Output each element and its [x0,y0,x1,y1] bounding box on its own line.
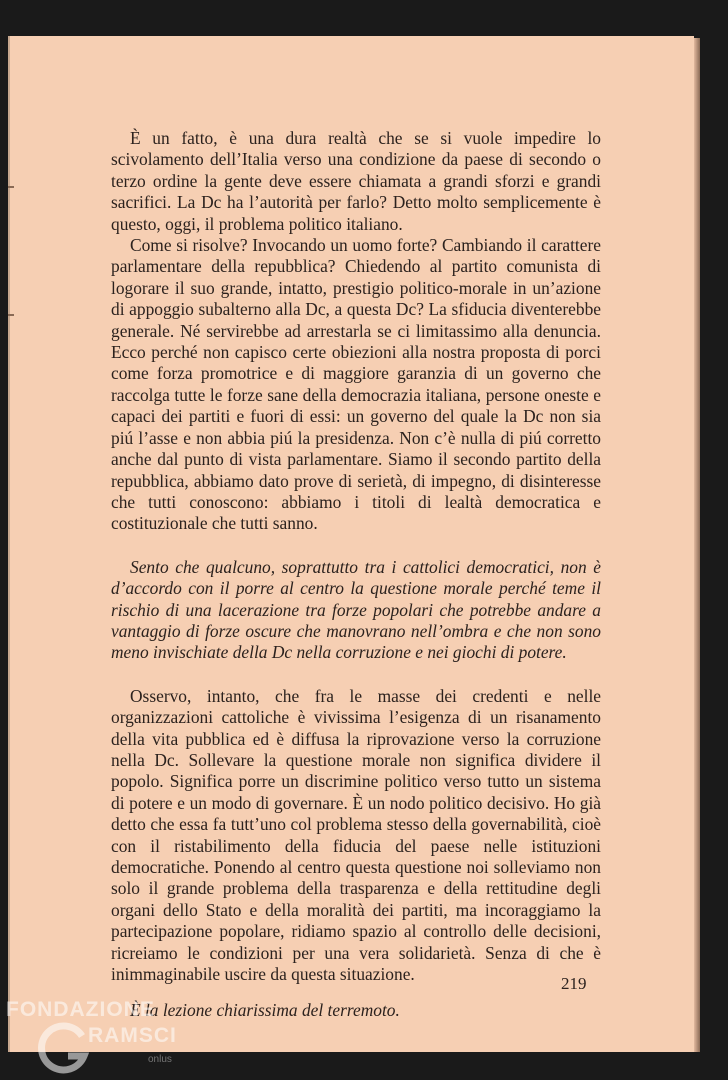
gramsci-g-icon [34,1018,94,1078]
paragraph: Come si risolve? Invocando un uomo forte? Cambiando il carattere parlamentare della repubblica? Chiedendo al partito comunista di logorare il suo grande, intatto, prestigio politico-morale in un’azione di appoggio subalterno alla Dc, a questa Dc? La sfiducia diventerebbe generale. Né servirebbe ad arrestarla se ci limitassimo alla denuncia. Ecco perché non capisco certe obiezioni alla nostra proposta di porci come forza promotrice e di maggiore garanzia di un governo che raccolga tutte le forze sane della democrazia italiana, persone oneste e capaci dei partiti e fuori di essi: un governo del quale la Dc non sia piú l’asse e non abbia piú la presidenza. Non c’è nulla di piú corretto anche dal punto di vista parlamentare. Siamo il secondo partito della repubblica, abbiamo dato prove di serietà, di impegno, di disinteresse che tutti conoscono: abbiamo i titoli di lealtà democratica e costituzionale che tutti sanno. [111,235,601,534]
italic-paragraph: Sento che qualcuno, soprattutto tra i cattolici democratici, non è d’accordo con il porre al centro la questione morale perché teme il rischio di una lacerazione tra forze popolari che potrebbe andare a vantaggio di forze oscure che manovrano nell’ombra e che non sono meno invischiate della Dc nella corruzione e nei giochi di potere. [111,556,601,663]
watermark-line2: RAMSCI [88,1024,177,1047]
watermark-logo [6,998,177,1065]
page-number: 219 [561,974,587,993]
page-mark [8,186,14,188]
watermark-line1: FONDAZIONE [6,998,155,1021]
watermark-onlus: onlus [148,1054,172,1065]
page-mark [8,314,14,316]
page-edge [694,38,700,1052]
paragraph: È un fatto, è una dura realtà che se si vuole impedire lo scivolamento dell’Italia verso una condizione da paese di secondo o terzo ordine la gente deve essere chiamata a grandi sforzi e grandi sacrifici. La Dc ha l’autorità per farlo? Detto molto semplicemente è questo, oggi, il problema politico italiano. [111,128,601,234]
italic-paragraph: È la lezione chiarissima del terremoto. [130,1000,400,1021]
body-text [111,128,601,1022]
paragraph: Osservo, intanto, che fra le masse dei credenti e nelle organizzazioni cattoliche è vivissima l’esigenza di un risanamento della vita pubblica ed è diffusa la riprovazione verso la corruzione nella Dc. Sollevare la questione morale non significa dividere il popolo. Significa porre un discrimine politico verso tutto un sistema di potere e un modo di governare. È un nodo politico decisivo. Ho già detto che essa fa tutt’uno col problema stesso della governabilità, cioè con il ristabilimento della fiducia del paese nelle istituzioni democratiche. Ponendo al centro questa questione noi solleviamo non solo il grande problema della trasparenza e della rettitudine degli organi dello Stato e della moralità dei partiti, ma incoraggiamo la partecipazione popolare, ridiamo spazio al controllo delle decisioni, ricreiamo le condizioni per una vera solidarietà. Senza di che è inimmaginabile uscire da questa situazione. [111,685,601,985]
